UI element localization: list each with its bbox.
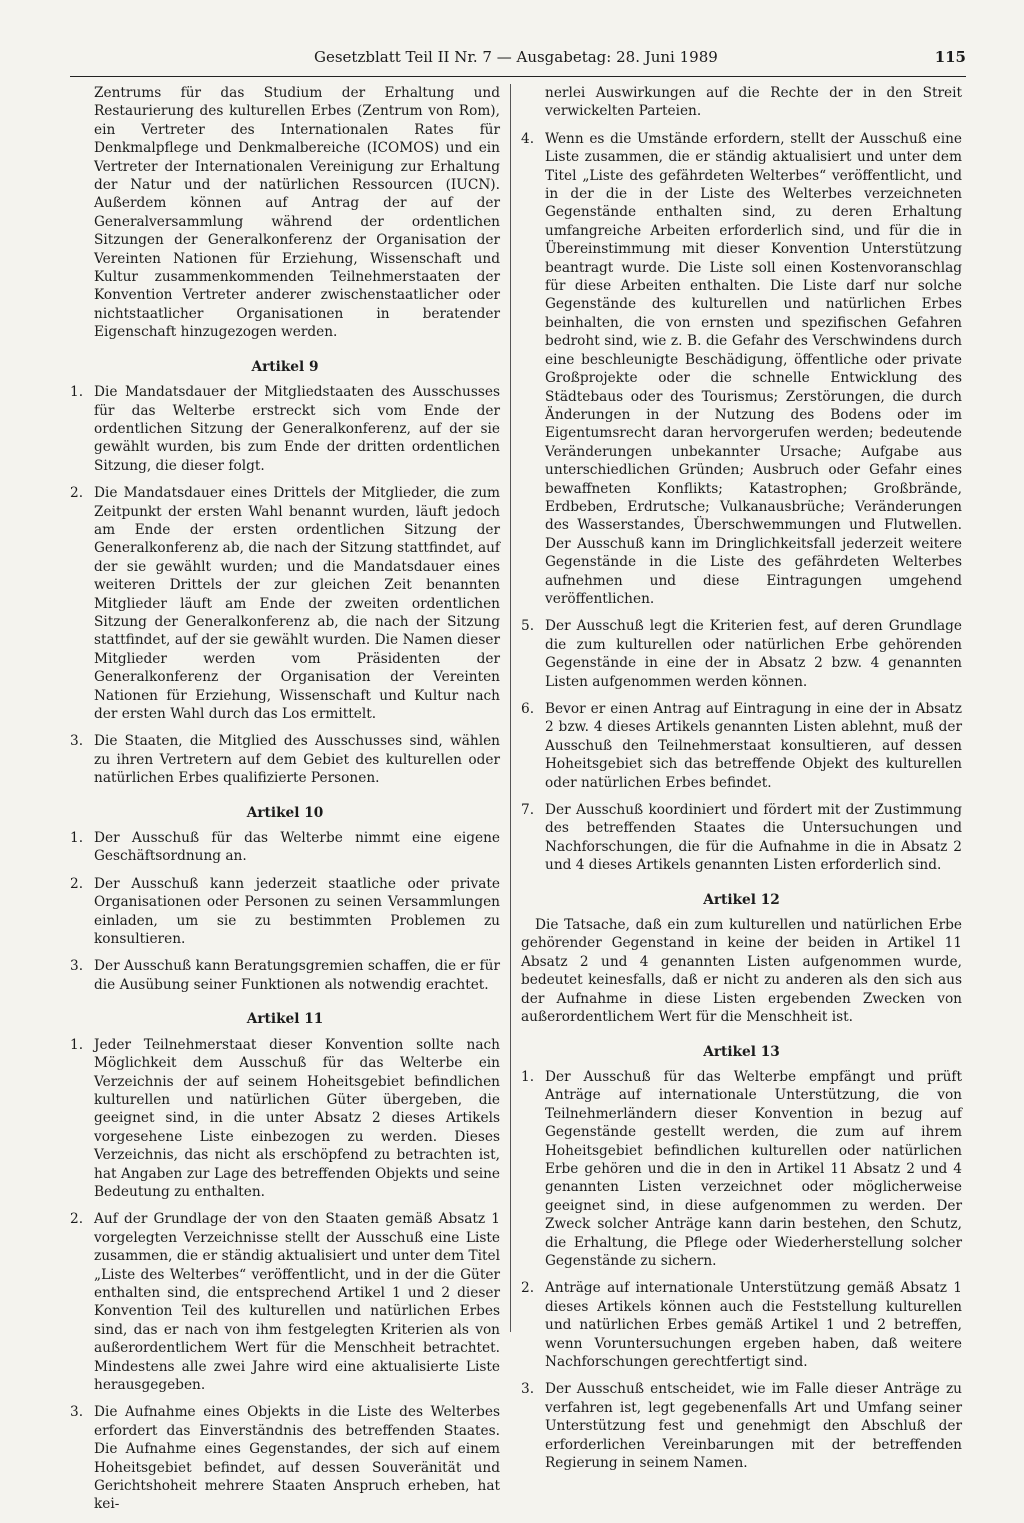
continuation-text: Zentrums für das Studium der Erhaltung und Restaurierung des kulturellen Erbes (Zentrum von Rom), ein Vertreter des Internationalen Rates für Denkmalpflege und Denkmalbereiche (ICOMOS) und ein Vertreter der Internationalen Vereinigung zur Erhaltung der Natur und der natürlichen Ressourcen (IUCN). Außerdem können auf Antrag der auf der Generalversammlung während der ordentlichen Sitzungen der Generalkonferenz der Organisation der Vereinten Nationen für Erziehung, Wissenschaft und Kultur zusammenkommenden Teilnehmerstaaten der Konvention Vertreter anderer zwischenstaatlicher oder nichtstaatlicher Organisationen in beratender Eigenschaft hinzugezogen werden. [94, 85, 500, 341]
article-9-heading: Artikel 9 [251, 358, 319, 375]
item-text: Anträge auf internationale Unterstützung gemäß Absatz 1 dieses Artikels können auch die Feststellung kulturellen und natürlichen Erbes gemäß Artikel 1 und 2 betreffen, wenn Voruntersuchungen ergeben haben, daß weitere Nachforschungen gerechtfertigt sind. [545, 1280, 962, 1370]
art11-item-2 [70, 1210, 500, 1394]
article-12-text: Die Tatsache, daß ein zum kulturellen und natürlichen Erbe gehörender Gegenstand in keine der beiden in Artikel 11 Absatz 2 und 4 genannten Listen aufgenommen wurde, bedeutet keinesfalls, daß er nicht zu anderen als den sich aus der Aufnahme in diese Listen ergebenden Zwecken von außerordentlichem Wert für die Menschheit ist. [521, 917, 962, 1026]
item-number: 2. [70, 485, 84, 502]
art11-item-7 [521, 801, 962, 875]
item-text: Die Aufnahme eines Objekts in die Liste des Welterbes erfordert das Einverständnis des betreffenden Staates. Die Aufnahme eines Gegenstandes, der sich auf einem Hoheitsgebiet befindet, auf dessen Souveränität und Gerichtshoheit mehrere Staaten Anspruch erheben, hat kei- [94, 1404, 500, 1513]
item-number: 1. [70, 384, 84, 401]
column-divider [510, 84, 511, 1332]
article-11-heading: Artikel 11 [246, 1011, 324, 1028]
item-text: Die Mandatsdauer eines Drittels der Mitglieder, die zum Zeitpunkt der ersten Wahl benannt wurden, läuft jedoch am Ende der ersten ordentlichen Sitzung der Generalkonferenz ab, die nach der Sitzung stattfindet, auf der sie gewählt wurden; und die Mandatsdauer eines weiteren Drittels der zur gleichen Zeit benannten Mitglieder läuft am Ende der zweiten ordentlichen Sitzung der Generalkonferenz ab, die nach der Sitzung stattfindet, auf der sie gewählt wurden. Die Namen dieser Mitglieder werden vom Präsidenten der Generalkonferenz der Organisation der Vereinten Nationen für Erziehung, Wissenschaft und Kultur nach der ersten Wahl durch das Los ermittelt. [94, 485, 500, 722]
art11-item-4 [521, 130, 962, 609]
art10-item-3 [70, 957, 500, 994]
art11-item-3 [70, 1403, 500, 1513]
item-number: 1. [70, 1036, 84, 1053]
art10-item-2 [70, 875, 500, 949]
item-number: 2. [521, 1280, 535, 1297]
item-text: Wenn es die Umstände erfordern, stellt der Ausschuß eine Liste zusammen, die er ständig aktualisiert und unter dem Titel „Liste des gefährdeten Welterbes“ veröffentlicht, und in der die in der Liste des Welterbes verzeichneten Gegenstände enthalten sind, zu deren Erhaltung umfangreiche Arbeiten erforderlich sind, und für die in Übereinstimmung mit dieser Konvention Unterstützung beantragt wurde. Die Liste soll einen Kostenvoranschlag für diese Arbeiten enthalten. Die Liste darf nur solche Gegenstände des kulturellen und natürlichen Erbes beinhalten, die von ernsten und spezifischen Gefahren bedroht sind, wie z. B. die Gefahr des Verschwindens durch eine beschleunigte Beschädigung, öffentliche oder private Großprojekte oder die schnelle Entwicklung des Städtebaus oder des Tourismus; Zerstörungen, die durch Änderungen in der Nutzung des Bodens oder im Eigentumsrecht daran hervorgerufen werden; bedeutende Veränderungen unbekannter Ursache; Aufgabe aus unterschiedlichen Gründen; Ausbruch oder Gefahr eines bewaffneten Konflikts; Katastrophen; Großbrände, Erdbeben, Erdrutsche; Vulkanausbrüche; Veränderungen des Wasserstandes, Überschwemmungen und Flutwellen. Der Ausschuß kann im Dringlichkeitsfall jederzeit weitere Gegenstände in die Liste des gefährdeten Welterbes aufnehmen und diese Eintragungen umgehend veröffentlichen. [545, 130, 962, 607]
item-text: Der Ausschuß entscheidet, wie im Falle dieser Anträge zu verfahren ist, legt gegebenenfalls Art und Umfang seiner Unterstützung fest und genehmigt den Abschluß der erforderlichen Vereinbarungen mit der betreffenden Regierung in seinem Namen. [545, 1381, 962, 1472]
item-text: Der Ausschuß kann Beratungsgremien schaffen, die er für die Ausübung seiner Funktionen als notwendig erachtet. [94, 958, 500, 993]
art13-item-3 [521, 1380, 962, 1472]
item-number: 3. [70, 1404, 84, 1421]
page-number: 115 [934, 48, 966, 66]
continuation-text: nerlei Auswirkungen auf die Rechte der in den Streit verwickelten Parteien. [545, 85, 962, 120]
art10-item-1 [70, 829, 500, 866]
item-number: 5. [521, 618, 535, 635]
header-title: Gesetzblatt Teil II Nr. 7 — Ausgabetag: 28. Juni 1989 [314, 48, 718, 66]
art11-item-1 [70, 1036, 500, 1202]
page-header [70, 46, 966, 77]
item-number: 7. [521, 802, 535, 819]
left-column [70, 84, 500, 1523]
item-text: Die Mandatsdauer der Mitgliedstaaten des Ausschusses für das Welterbe erstreckt sich vom Ende der ordentlichen Sitzung der Generalkonferenz, auf der sie gewählt wurden, bis zum Ende der dritten ordentlichen Sitzung, die dieser folgt. [94, 384, 500, 474]
item-text: Der Ausschuß legt die Kriterien fest, auf deren Grundlage die zum kulturellen oder natürlichen Erbe gehörenden Gegenstände in eine der in Absatz 2 bzw. 4 genannten Listen aufgenommen werden können. [545, 618, 962, 690]
item-text: Der Ausschuß koordiniert und fördert mit der Zustimmung des betreffenden Staates die Untersuchungen und Nachforschungen, die für die Aufnahme in die in Absatz 2 und 4 dieses Artikels genannten Listen erforderlich sind. [545, 802, 962, 874]
item-number: 3. [521, 1381, 535, 1398]
art11-item-6 [521, 700, 962, 792]
item-number: 4. [521, 130, 535, 147]
article-13-heading: Artikel 13 [703, 1043, 780, 1060]
art13-item-2 [521, 1279, 962, 1371]
item-text: Der Ausschuß für das Welterbe nimmt eine eigene Geschäftsordnung an. [94, 830, 500, 865]
item-number: 2. [70, 875, 84, 892]
article-10-heading: Artikel 10 [246, 804, 324, 821]
item-text: Der Ausschuß kann jederzeit staatliche oder private Organisationen oder Personen zu seinen Versammlungen einladen, um sie zu bestimmten Problemen zu konsultieren. [94, 875, 500, 948]
item-text: Der Ausschuß für das Welterbe empfängt und prüft Anträge auf internationale Unterstützung, die von Teilnehmerländern dieser Konvention in bezug auf Gegenstände gestellt werden, die zum auf ihrem Hoheitsgebiet befindlichen kulturellen oder natürlichen Erbe gehören und die in den in Artikel 11 Absatz 2 und 4 genannten Listen verzeichnet oder möglicherweise geeignet sind, in diese aufgenommen zu werden. Der Zweck solcher Anträge kann darin bestehen, den Schutz, die Erhaltung, die Pflege oder Wiederherstellung solcher Gegenstände zu sichern. [545, 1068, 962, 1269]
item-text: Auf der Grundlage der von den Staaten gemäß Absatz 1 vorgelegten Verzeichnisse stellt der Ausschuß eine Liste zusammen, die er ständig aktualisiert und unter dem Titel „Liste des Welterbes“ veröffentlicht, und in der die Güter enthalten sind, die entsprechend Artikel 1 und 2 dieser Konvention Teil des kulturellen und natürlichen Erbes sind, das er nach von ihm festgelegten Kriterien als von außerordentlichem Wert für die Menschheit betrachtet. Mindestens alle zwei Jahre wird eine aktualisierte Liste herausgegeben. [94, 1211, 500, 1393]
item-number: 3. [70, 958, 84, 975]
art13-item-1 [521, 1068, 962, 1270]
item-number: 1. [70, 830, 84, 847]
art9-item-2 [70, 484, 500, 723]
article-12-heading: Artikel 12 [703, 891, 780, 908]
art11-item-5 [521, 617, 962, 691]
item-number: 3. [70, 733, 84, 750]
item-text: Die Staaten, die Mitglied des Ausschusses sind, wählen zu ihren Vertretern auf dem Gebiet des kulturellen oder natürlichen Erbes qualifizierte Personen. [94, 733, 500, 787]
item-number: 2. [70, 1211, 84, 1228]
art9-item-3 [70, 732, 500, 787]
right-column [521, 84, 962, 1481]
item-number: 1. [521, 1068, 535, 1085]
item-number: 6. [521, 701, 535, 717]
item-text: Jeder Teilnehmerstaat dieser Konvention sollte nach Möglichkeit dem Ausschuß für das Welterbe ein Verzeichnis der auf seinem Hoheitsgebiet befindlichen kulturellen und natürlichen Güter übergeben, die geeignet sind, in die unter Absatz 2 dieses Artikels vorgesehene Liste einbezogen zu werden. Dieses Verzeichnis, das nicht als erschöpfend zu betrachten ist, hat Angaben zur Lage des betreffenden Objekts und seine Bedeutung zu enthalten. [94, 1036, 500, 1200]
art9-item-1 [70, 383, 500, 475]
item-text: Bevor er einen Antrag auf Eintragung in eine der in Absatz 2 bzw. 4 dieses Artikels genannten Listen ablehnt, muß der Ausschuß den Teilnehmerstaat konsultieren, auf dessen Hoheitsgebiet sich das betreffende Objekt des kulturellen oder natürlichen Erbes befindet. [545, 701, 962, 791]
